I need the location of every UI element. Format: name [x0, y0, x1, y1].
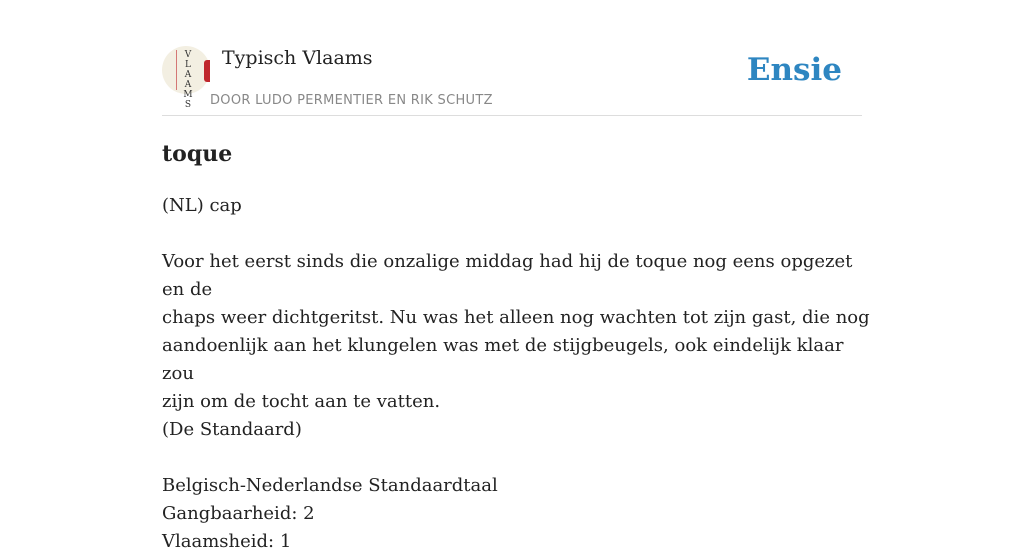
entry-body — [162, 192, 872, 556]
example-line-2: chaps weer dichtgeritst. Nu was het alleen nog wachten tot zijn gast, die nog — [162, 307, 870, 328]
blog-title[interactable]: Typisch Vlaams — [222, 47, 373, 69]
gangbaarheid-rating: Gangbaarheid: 2 — [162, 503, 315, 524]
example-line-3: aandoenlijk aan het klungelen was met de stijgbeugels, ook eindelijk klaar zou — [162, 335, 844, 384]
blog-header — [162, 46, 862, 116]
ensie-logo[interactable]: Ensie — [746, 52, 842, 88]
spacer — [162, 444, 872, 472]
example-line-1: Voor het eerst sinds die onzalige middag had hij de toque nog eens opgezet en de — [162, 251, 853, 300]
blog-avatar[interactable] — [162, 46, 210, 110]
translation: (NL) cap — [162, 195, 242, 216]
author-byline: DOOR LUDO PERMENTIER EN RIK SCHUTZ — [210, 93, 493, 108]
avatar-letters: V L A A M S — [183, 50, 193, 110]
example-line-4: zijn om de tocht aan te vatten. — [162, 391, 441, 412]
dictionary-entry — [162, 140, 872, 556]
vlaamsheid-rating: Vlaamsheid: 1 — [162, 531, 292, 552]
example-source: (De Standaard) — [162, 419, 302, 440]
spacer — [162, 220, 872, 248]
entry-word: toque — [162, 141, 233, 167]
avatar-accent-line — [176, 50, 177, 90]
avatar-red-edge — [204, 60, 210, 82]
language-label: Belgisch-Nederlandse Standaardtaal — [162, 475, 498, 496]
